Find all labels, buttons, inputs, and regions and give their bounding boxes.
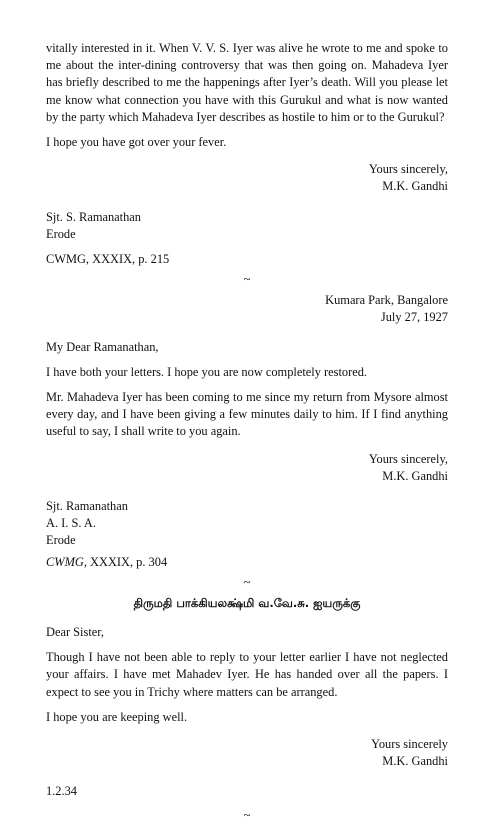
letter3-body: Though I have not been able to reply to your letter earlier I have not neglected your affairs. I have met Mahadev Iyer. He has handed over all the papers. I expect to see you in Trichy where matters can be arranged. [46,650,448,699]
letter3-valediction: Yours sincerely [371,737,448,752]
letter1-closing-line: I hope you have got over your fever. [46,135,227,150]
letter2-addressee [46,498,448,550]
separator-1: ~ [243,271,251,287]
separator-3: ~ [243,806,251,822]
letter2-addressee-place: Erode [46,533,76,548]
letter2-source-title: CWMG [46,554,84,569]
letter2-salutation: My Dear Ramanathan, [46,339,159,354]
letter1-signature-block [46,161,448,195]
letter2-source [46,554,448,571]
letter2-valediction: Yours sincerely, [368,451,448,466]
letter3-closing-line: I hope you are keeping well. [46,709,188,724]
letter2-addressee-name: Sjt. Ramanathan [46,499,128,514]
letter1-addressee-name: Sjt. S. Ramanathan [46,209,141,224]
letter3-salutation: Dear Sister, [46,625,104,640]
letter2-header [46,292,448,326]
letter2-source-rest: , XXXIX, p. 304 [83,554,168,569]
letter2-para1: I have both your letters. I hope you are now completely restored. [46,364,368,379]
letter2-para2: Mr. Mahadeva Iyer has been coming to me since my return from Mysore almost every day, and I have been giving a few minutes daily to him. If I find anything useful to say, I shall write to you again. [46,390,448,439]
letter1-source: CWMG, XXXIX, p. 215 [46,252,170,267]
letter1-signature: M.K. Gandhi [382,179,448,194]
letter2-signature: M.K. Gandhi [382,468,448,483]
separator-2: ~ [243,573,251,589]
letter2-place: Kumara Park, Bangalore [325,293,448,308]
letter3-date: 1.2.34 [46,783,77,798]
letter3-signature-block [46,736,448,770]
letter2-addressee-line2: A. I. S. A. [46,516,96,531]
letter2-date: July 27, 1927 [380,310,448,325]
letter2-signature-block [46,451,448,485]
letter3-signature: M.K. Gandhi [382,754,448,769]
letter3-heading: திருமதி பாக்கியலக்ஷ்மி வ.வே.சு. ஐயருக்கு [133,595,361,610]
letter1-addressee-place: Erode [46,226,76,241]
letter1-body: vitally interested in it. When V. V. S. Iyer was alive he wrote to me and spoke to me about the inter-dining controversy that was then going on. Mahadeva Iyer has briefly described to me the happenings after Iyer’s death. Will you please let me know what connection you have with this Gurukul and what is now wanted by the party which Mahadeva Iyer describes as hostile to him or to the Gurukul? [46,41,448,124]
letter1-valediction: Yours sincerely, [368,162,448,177]
letter1-addressee [46,209,448,243]
